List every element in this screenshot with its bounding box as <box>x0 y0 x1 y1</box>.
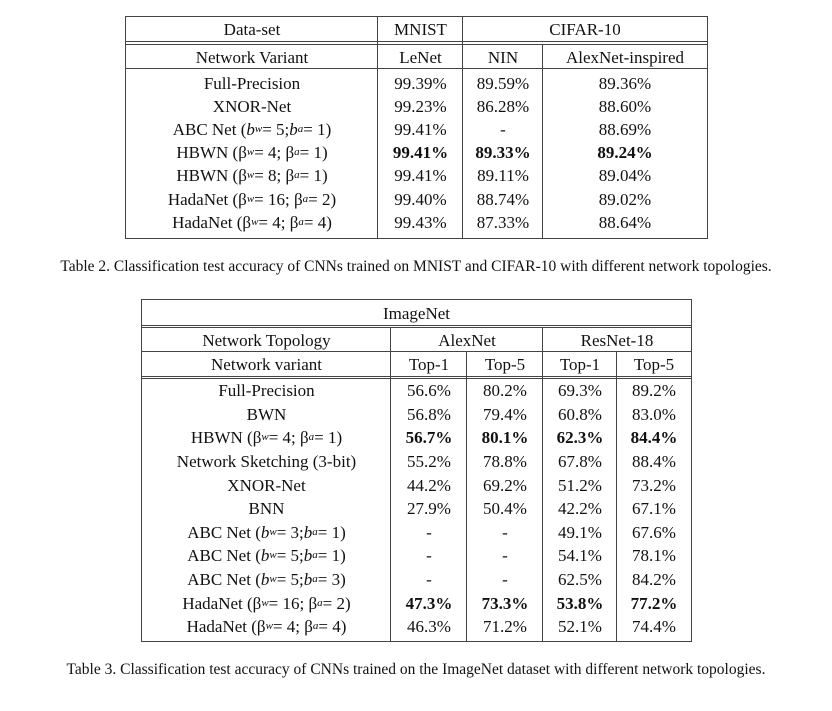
t2-alexnet-header: AlexNet-inspired <box>565 47 685 67</box>
t3-res-top1-value: 67.8% <box>558 452 602 472</box>
t3-alex-top1-value: 56.8% <box>407 404 451 424</box>
t3-variant-name: ABC Net ( b w = 5; b a = 3) <box>187 570 346 590</box>
t3-rule <box>142 376 691 377</box>
t3-res-top1-value: 51.2% <box>558 475 602 495</box>
t3-alex-top5-value: - <box>502 546 508 566</box>
t3-res-top5-header: Top-5 <box>633 354 675 374</box>
t3-alex-top1-value: - <box>426 546 432 566</box>
t2-header-row-1 <box>126 17 707 42</box>
t3-res-top1-value: 54.1% <box>558 546 602 566</box>
t3-res-top1-value: 42.2% <box>558 499 602 519</box>
t3-rule <box>142 325 691 326</box>
t2-alexnet-value: 88.64% <box>598 212 652 232</box>
t2-nin-value: - <box>500 120 506 140</box>
t2-alexnet-value: 88.60% <box>598 97 652 117</box>
t2-header-row-2 <box>126 45 707 69</box>
t2-variant-name: ABC Net ( b w = 5; b a = 1) <box>172 120 332 140</box>
t2-rule <box>126 44 707 45</box>
t3-alex-top1-value: 44.2% <box>407 475 451 495</box>
t3-res-top1-header: Top-1 <box>559 354 601 374</box>
t3-res-top1-value: 53.8% <box>556 593 604 613</box>
t3-alex-top1-value: 27.9% <box>407 499 451 519</box>
t3-alex-top1-value: 56.7% <box>405 428 453 448</box>
table-2 <box>125 16 708 239</box>
table-2-caption: Table 2. Classification test accuracy of CNNs trained on MNIST and CIFAR-10 with different network topologies. <box>60 258 772 275</box>
table-row <box>142 379 691 403</box>
t2-alexnet-value: 89.02% <box>598 189 652 209</box>
table-row <box>126 118 707 141</box>
t3-res-top5-value: 74.4% <box>632 617 676 637</box>
table-3 <box>141 299 692 642</box>
t3-variant-name: XNOR-Net <box>227 475 306 495</box>
t3-res-top5-value: 88.4% <box>632 452 676 472</box>
t3-res-top5-value: 67.6% <box>632 522 676 542</box>
t3-variant-name: HadaNet (β w = 16; β a = 2) <box>182 593 351 613</box>
t3-res-top5-value: 84.4% <box>630 428 678 448</box>
t3-res-top1-value: 49.1% <box>558 522 602 542</box>
t2-alexnet-value: 88.69% <box>598 120 652 140</box>
t3-resnet-header: ResNet-18 <box>580 330 654 350</box>
t2-variant-name: HadaNet (β w = 16; β a = 2) <box>167 189 337 209</box>
t3-alex-top5-header: Top-5 <box>484 354 526 374</box>
t2-divider <box>542 45 543 238</box>
t3-variant-name: Full-Precision <box>218 381 315 401</box>
t3-variant-name: BWN <box>246 404 287 424</box>
t3-alex-top5-value: 79.4% <box>483 404 527 424</box>
t3-rule <box>142 351 691 352</box>
t2-nin-value: 86.28% <box>476 97 530 117</box>
t3-res-top5-value: 83.0% <box>632 404 676 424</box>
t2-mnist-value: 99.23% <box>394 97 447 117</box>
t3-rule <box>142 378 691 379</box>
t2-nin-value: 89.59% <box>476 74 530 94</box>
t2-mnist-value: 99.41% <box>394 120 447 140</box>
table-row <box>142 403 691 427</box>
t3-alex-top5-value: 80.2% <box>483 381 527 401</box>
t2-rule <box>126 41 707 42</box>
table-row <box>126 211 707 234</box>
t3-variant-name: BNN <box>248 499 285 519</box>
t3-res-top5-value: 89.2% <box>632 381 676 401</box>
t3-res-top1-value: 69.3% <box>558 381 602 401</box>
t3-imagenet-title: ImageNet <box>382 303 451 323</box>
t3-res-top1-value: 60.8% <box>558 404 602 424</box>
t3-divider <box>542 327 543 641</box>
t3-alexnet-header: AlexNet <box>438 330 496 350</box>
t2-mnist-value: 99.43% <box>394 212 447 232</box>
t3-alex-top1-value: 46.3% <box>407 617 451 637</box>
t3-variant-name: Network Sketching (3-bit) <box>176 452 357 472</box>
t3-variant-name: HadaNet (β w = 4; β a = 4) <box>186 617 347 637</box>
t3-res-top5-value: 67.1% <box>632 499 676 519</box>
t2-alexnet-value: 89.36% <box>598 74 652 94</box>
t2-nin-value: 88.74% <box>476 189 530 209</box>
t3-divider <box>390 327 391 641</box>
table-row <box>126 95 707 118</box>
table-row <box>142 615 691 639</box>
t2-variant-name: Full-Precision <box>203 74 301 94</box>
t3-alex-top1-header: Top-1 <box>408 354 450 374</box>
t3-res-top1-value: 62.3% <box>556 428 604 448</box>
t3-alex-top1-value: 47.3% <box>405 593 453 613</box>
t3-variant-name: ABC Net ( b w = 5; b a = 1) <box>187 546 346 566</box>
t2-nin-value: 89.33% <box>475 143 531 163</box>
table-row <box>126 141 707 164</box>
table-row <box>126 164 707 187</box>
t2-mnist-value: 99.41% <box>392 143 449 163</box>
t3-alex-top5-value: 80.1% <box>481 428 529 448</box>
t3-alex-top5-value: 50.4% <box>483 499 527 519</box>
t3-alex-top5-value: 69.2% <box>483 475 527 495</box>
t3-res-top1-value: 52.1% <box>558 617 602 637</box>
t2-mnist-header: MNIST <box>394 20 447 39</box>
t2-divider <box>462 17 463 238</box>
table-3-caption: Table 3. Classification test accuracy of CNNs trained on the ImageNet dataset with different network topologies. <box>66 661 766 678</box>
t2-alexnet-value: 89.04% <box>598 166 652 186</box>
t2-nin-value: 87.33% <box>476 212 530 232</box>
t3-rule <box>142 327 691 328</box>
t3-header-row-2 <box>142 352 691 376</box>
t3-alex-top1-value: - <box>426 570 432 590</box>
table-row <box>142 426 691 450</box>
table-row <box>142 568 691 592</box>
t3-alex-top5-value: 73.3% <box>481 593 529 613</box>
t2-variant-header: Network Variant <box>195 47 309 67</box>
t3-alex-top1-value: 56.6% <box>407 381 451 401</box>
table-row <box>142 497 691 521</box>
table-row <box>142 473 691 497</box>
t3-res-top5-value: 73.2% <box>632 475 676 495</box>
t2-mnist-value: 99.41% <box>394 166 447 186</box>
t2-mnist-value: 99.39% <box>394 74 447 94</box>
t3-res-top5-value: 84.2% <box>632 570 676 590</box>
t3-variant-name: HBWN (β w = 4; β a = 1) <box>190 428 343 448</box>
t3-divider <box>616 351 617 641</box>
t2-dataset-header: Data-set <box>223 20 281 39</box>
t2-nin-header: NIN <box>487 47 519 67</box>
t3-header-row-1 <box>142 328 691 352</box>
table-row <box>142 450 691 474</box>
t3-topology-header: Network Topology <box>202 330 331 350</box>
t2-variant-name: XNOR-Net <box>212 97 292 117</box>
t3-alex-top5-value: 78.8% <box>483 452 527 472</box>
table-row <box>126 188 707 211</box>
t3-alex-top5-value: - <box>502 570 508 590</box>
t3-title-row <box>142 300 691 326</box>
t2-alexnet-value: 89.24% <box>597 143 653 163</box>
t2-cifar-header: CIFAR-10 <box>549 20 621 39</box>
t2-variant-name: HadaNet (β w = 4; β a = 4) <box>172 212 332 232</box>
table-row <box>142 591 691 615</box>
t3-alex-top1-value: 55.2% <box>407 452 451 472</box>
table-row <box>126 72 707 95</box>
t2-lenet-header: LeNet <box>399 47 442 67</box>
t3-alex-top5-value: 71.2% <box>483 617 527 637</box>
t3-variant-name: ABC Net ( b w = 3; b a = 1) <box>187 522 346 542</box>
t3-alex-top5-value: - <box>502 522 508 542</box>
t3-divider <box>466 351 467 641</box>
t2-variant-name: HBWN (β w = 4; β a = 1) <box>176 143 328 163</box>
t3-variant-header: Network variant <box>211 354 322 374</box>
table-row <box>142 521 691 545</box>
t2-divider <box>377 17 378 238</box>
table-row <box>142 544 691 568</box>
t2-rule <box>126 68 707 69</box>
t3-res-top5-value: 77.2% <box>630 593 678 613</box>
t3-res-top5-value: 78.1% <box>632 546 676 566</box>
t3-alex-top1-value: - <box>426 522 432 542</box>
t2-mnist-value: 99.40% <box>394 189 447 209</box>
t2-nin-value: 89.11% <box>477 166 529 186</box>
t2-variant-name: HBWN (β w = 8; β a = 1) <box>176 166 328 186</box>
t3-res-top1-value: 62.5% <box>558 570 602 590</box>
